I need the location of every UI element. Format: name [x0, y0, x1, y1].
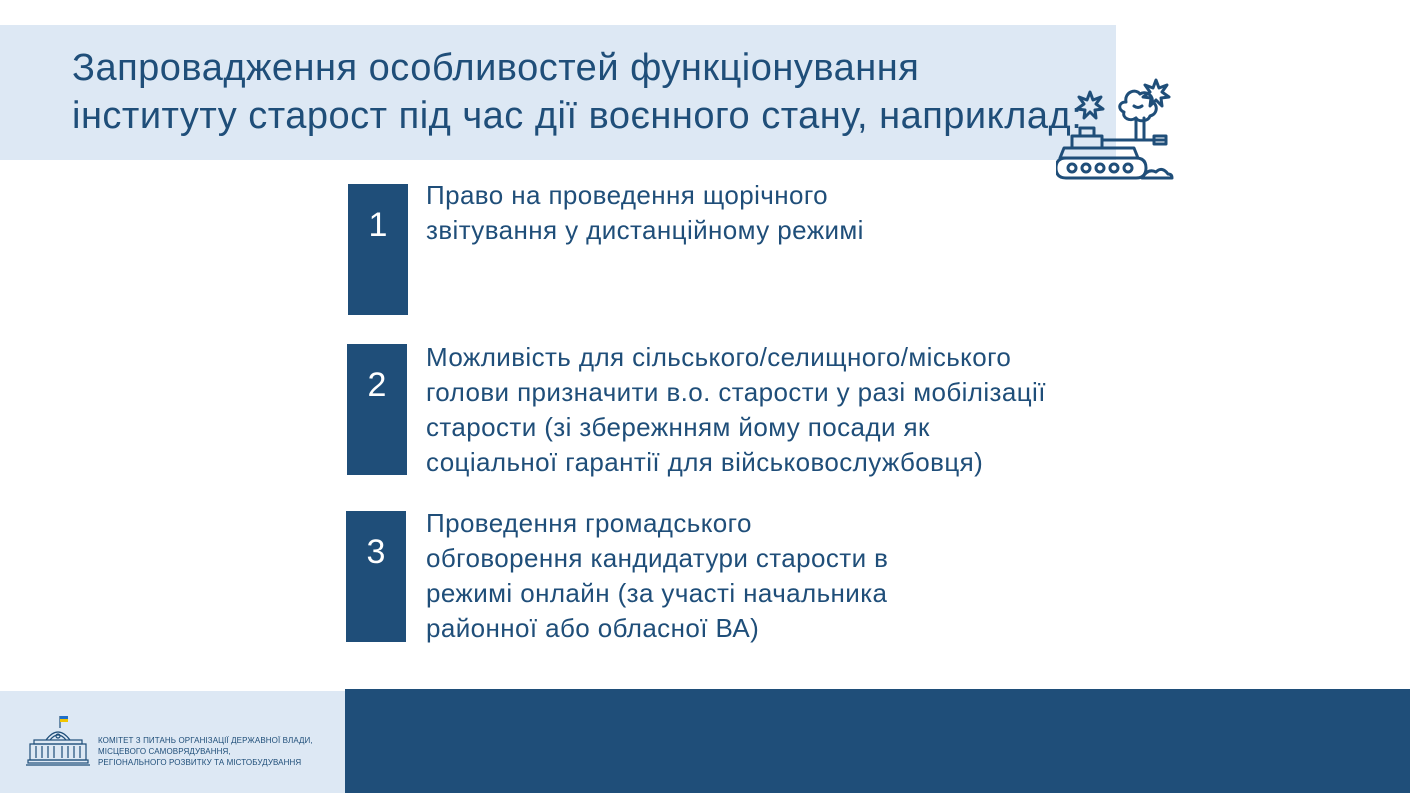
item-text-3: Проведення громадського обговорення кандидатури старости в режимі онлайн (за участі начальника районної або обласної ВА): [426, 508, 889, 643]
footer-right-band: [345, 689, 1410, 793]
item-text-1: Право на проведення щорічного звітування у дистанційному режимі: [426, 180, 864, 245]
parliament-building-icon: [26, 714, 90, 768]
page-title: Запровадження особливостей функціонування інституту старост під час дії воєнного стану, наприклад:: [72, 47, 1083, 137]
tank-explosion-icon: [1056, 76, 1176, 186]
committee-name: КОМІТЕТ З ПИТАНЬ ОРГАНІЗАЦІЇ ДЕРЖАВНОЇ ВЛАДИ, МІСЦЕВОГО САМОВРЯДУВАННЯ, РЕГІОНАЛЬНОГО РОЗВИТКУ ТА МІСТОБУДУВАННЯ: [98, 736, 313, 767]
item-number-1: 1: [348, 184, 408, 315]
item-number-2: 2: [347, 344, 407, 475]
item-number-3: 3: [346, 511, 406, 642]
item-text-2: Можливість для сільського/селищного/міського голови призначити в.о. старости у разі мобілізації старости (зі збережнням йому посади як соціальної гарантії для військовослужбовця): [426, 342, 1046, 477]
